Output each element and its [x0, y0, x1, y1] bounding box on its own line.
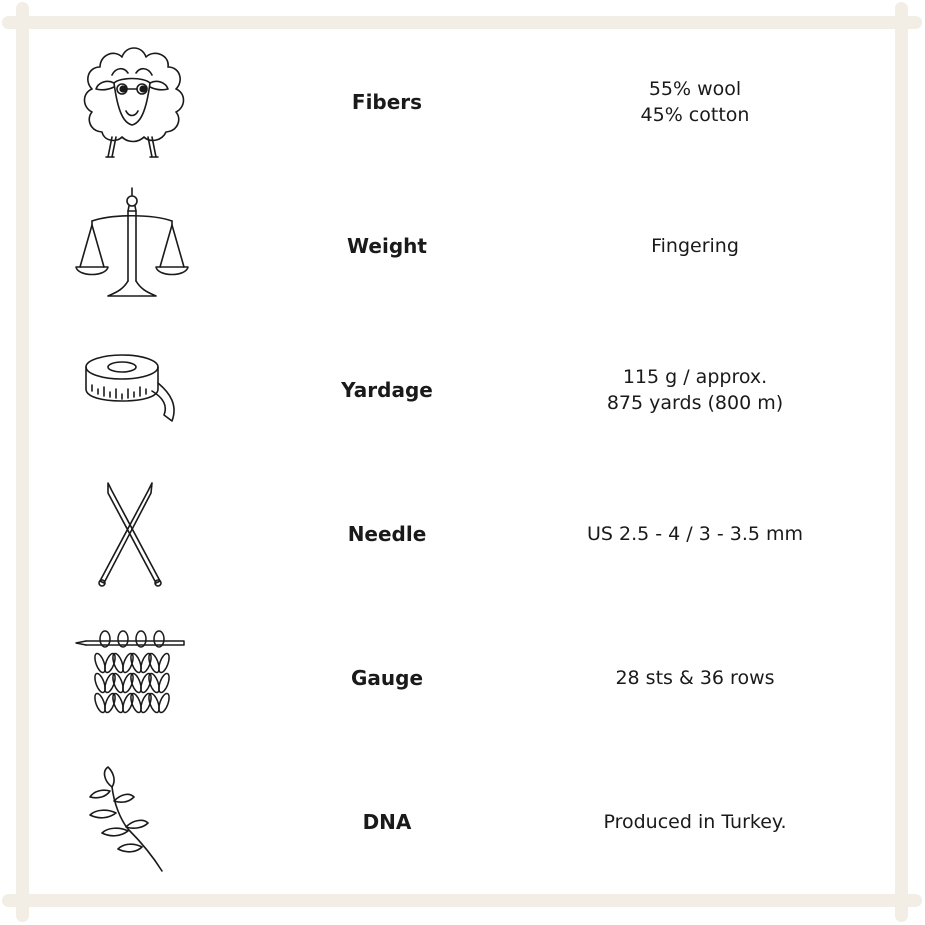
spec-row-weight	[40, 181, 880, 311]
sheep-icon	[72, 37, 192, 167]
spec-row-dna	[40, 757, 880, 887]
spec-value	[565, 325, 825, 455]
spec-row-needle	[40, 469, 880, 599]
spec-row-yardage	[40, 325, 880, 455]
spec-value-line: Fingering	[651, 235, 739, 257]
spec-value-line: 115 g / approx.	[622, 366, 768, 388]
frame-bottom	[2, 894, 922, 907]
spec-value-line: US 2.5 - 4 / 3 - 3.5 mm	[586, 523, 804, 545]
spec-label: DNA	[362, 810, 412, 834]
spec-value-line: Produced in Turkey.	[603, 811, 787, 833]
spec-value-line: 55% wool	[648, 78, 742, 100]
leaf-branch-icon	[72, 757, 192, 887]
spec-value	[565, 469, 825, 599]
spec-value	[565, 37, 825, 167]
frame-right	[895, 2, 908, 922]
spec-row-gauge	[40, 613, 880, 743]
tape-measure-icon	[72, 325, 192, 455]
frame-top	[2, 16, 922, 29]
spec-label: Yardage	[341, 378, 433, 402]
spec-label: Needle	[347, 522, 427, 546]
frame-left	[16, 2, 29, 922]
knitting-needles-icon	[72, 469, 192, 599]
spec-value-line: 875 yards (800 m)	[606, 392, 784, 414]
spec-value	[565, 181, 825, 311]
knit-stitches-icon	[72, 613, 192, 743]
scale-icon	[72, 181, 192, 311]
spec-value-line: 28 sts & 36 rows	[615, 667, 775, 689]
spec-value	[565, 757, 825, 887]
spec-label: Fibers	[351, 90, 423, 114]
spec-row-fibers	[40, 37, 880, 167]
spec-label: Gauge	[350, 666, 424, 690]
spec-value-line: 45% cotton	[640, 104, 750, 126]
spec-value	[565, 613, 825, 743]
spec-label: Weight	[347, 234, 427, 258]
